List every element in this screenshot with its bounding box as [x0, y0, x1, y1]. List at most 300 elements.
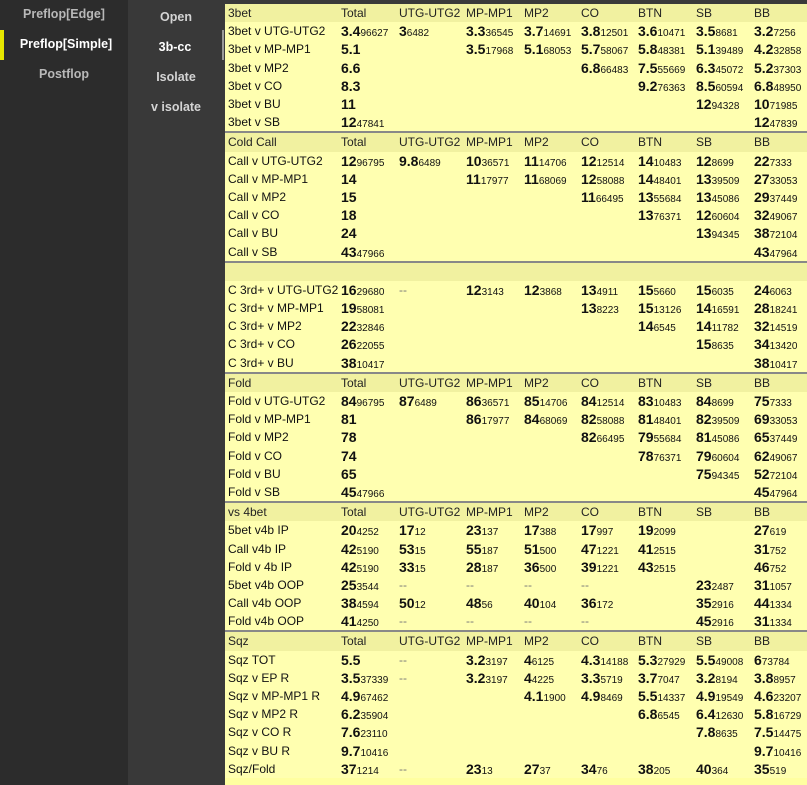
stat-value: --: [399, 761, 407, 776]
table-row[interactable]: [225, 521, 807, 539]
column-header: MP2: [521, 373, 578, 392]
stats-table-panel[interactable]: [225, 4, 807, 785]
stat-cell: [635, 206, 693, 224]
table-row[interactable]: [225, 612, 807, 631]
stat-value: 52: [754, 465, 770, 482]
table-row[interactable]: [225, 206, 807, 224]
sample-size: 13420: [769, 341, 798, 353]
table-row[interactable]: [225, 410, 807, 428]
stat-value: 4.9: [696, 688, 716, 705]
sample-size: 17968: [485, 46, 514, 58]
stat-value: 50: [399, 595, 415, 612]
stat-cell: [751, 224, 807, 242]
table-row[interactable]: [225, 22, 807, 40]
stat-value: 20: [341, 522, 357, 539]
stat-value: 45: [754, 483, 770, 500]
sample-size: 619: [769, 527, 787, 539]
stat-value: 6.3: [696, 59, 716, 76]
stat-value: 12: [581, 152, 597, 169]
column-header: Total: [338, 132, 396, 151]
stat-value: 11: [524, 170, 539, 187]
sample-size: 2099: [653, 527, 676, 539]
stat-value: 5.8: [754, 706, 774, 723]
stat-cell: [521, 95, 578, 113]
stat-cell: [338, 410, 396, 428]
table-row[interactable]: [225, 224, 807, 242]
row-label: 3bet v SB: [225, 113, 338, 132]
stat-value: 12: [341, 152, 357, 169]
table-row[interactable]: [225, 188, 807, 206]
stat-value: 4.6: [754, 688, 774, 705]
stat-value: 25: [341, 576, 357, 593]
stat-cell: [396, 558, 463, 576]
stat-value: 14: [696, 300, 712, 317]
stat-cell: [693, 760, 751, 778]
sample-size: 60604: [711, 212, 740, 224]
stat-cell: [338, 760, 396, 778]
sample-size: 55684: [653, 193, 682, 205]
column-header: UTG-UTG2: [396, 631, 463, 650]
row-label: Call v SB: [225, 242, 338, 261]
stat-cell: [463, 281, 521, 299]
stat-value: 13: [696, 225, 712, 242]
sample-size: 6545: [653, 323, 676, 335]
stat-value: 7.5: [638, 59, 658, 76]
sample-size: 72104: [769, 470, 798, 482]
section-title: 3bet: [225, 4, 338, 22]
stat-cell: [463, 465, 521, 483]
table-row[interactable]: [225, 539, 807, 557]
stat-value: 3.7: [638, 669, 658, 686]
table-row[interactable]: [225, 59, 807, 77]
stat-cell: [693, 594, 751, 612]
table-row[interactable]: [225, 558, 807, 576]
stat-cell: [635, 558, 693, 576]
stat-value: 84: [581, 393, 597, 410]
table-row[interactable]: [225, 447, 807, 465]
sample-size: 14706: [538, 157, 567, 169]
stat-cell: [751, 410, 807, 428]
nav-item-preflop-simple[interactable]: Preflop[Simple]: [0, 30, 128, 60]
table-row[interactable]: [225, 170, 807, 188]
sample-size: 37449: [769, 434, 798, 446]
stat-cell: [751, 669, 807, 687]
stat-cell: [693, 521, 751, 539]
stat-value: 13: [638, 188, 654, 205]
row-label: Sqz v MP-MP1 R: [225, 687, 338, 705]
stat-cell: [751, 317, 807, 335]
sample-size: 2487: [711, 581, 734, 593]
sample-size: 58088: [596, 175, 625, 187]
stat-cell: [521, 742, 578, 760]
stat-cell: [396, 281, 463, 299]
stat-cell: [521, 281, 578, 299]
stat-cell: [463, 40, 521, 58]
table-row[interactable]: [225, 576, 807, 594]
sample-size: 58088: [596, 416, 625, 428]
stat-cell: [396, 723, 463, 741]
stat-value: 3.6: [638, 23, 658, 40]
table-row[interactable]: [225, 354, 807, 373]
stat-value: 62: [754, 447, 770, 464]
row-label: Call v MP-MP1: [225, 170, 338, 188]
sample-size: 8194: [715, 674, 738, 686]
stat-cell: [693, 354, 751, 373]
row-label: Fold v 4b IP: [225, 558, 338, 576]
stat-cell: [693, 428, 751, 446]
stat-value: 87: [399, 393, 415, 410]
stat-cell: [751, 576, 807, 594]
stat-value: 17: [581, 522, 597, 539]
stat-cell: [635, 77, 693, 95]
stat-cell: [635, 742, 693, 760]
stat-value: 9.8: [399, 152, 419, 169]
stat-cell: [463, 242, 521, 261]
stat-value: 4.9: [341, 688, 361, 705]
stat-cell: [521, 77, 578, 95]
sample-size: 10483: [653, 157, 682, 169]
row-label: Sqz TOT: [225, 651, 338, 669]
sample-size: 68069: [538, 175, 567, 187]
stat-cell: [521, 521, 578, 539]
stat-value: 32: [754, 318, 770, 335]
stat-cell: [396, 447, 463, 465]
sample-size: 55684: [653, 434, 682, 446]
stat-value: 15: [638, 281, 654, 298]
stat-cell: [693, 410, 751, 428]
table-row[interactable]: [225, 152, 807, 170]
table-row[interactable]: [225, 317, 807, 335]
sample-size: 14519: [769, 323, 798, 335]
stat-value: 43: [638, 558, 654, 575]
stat-cell: [463, 705, 521, 723]
sample-size: 8469: [600, 693, 623, 705]
stat-value: 40: [696, 760, 712, 777]
stat-cell: [751, 483, 807, 502]
stat-cell: [521, 612, 578, 631]
column-header: CO: [578, 132, 635, 151]
stat-value: --: [399, 282, 407, 297]
stat-cell: [463, 152, 521, 170]
table-row[interactable]: [225, 742, 807, 760]
stat-cell: [338, 723, 396, 741]
sample-size: 76371: [653, 452, 682, 464]
table-row[interactable]: [225, 669, 807, 687]
stat-cell: [396, 242, 463, 261]
stat-cell: [396, 113, 463, 132]
section-header: [225, 4, 807, 22]
column-header: Total: [338, 4, 396, 22]
stat-value: 79: [638, 429, 654, 446]
stat-value: 3.2: [754, 23, 774, 40]
table-row[interactable]: [225, 40, 807, 58]
stat-cell: [635, 428, 693, 446]
stat-cell: [693, 95, 751, 113]
stat-value: 7.8: [696, 724, 716, 741]
stat-value: 3.2: [696, 669, 716, 686]
stat-value: 47: [581, 540, 597, 557]
stat-cell: [578, 465, 635, 483]
stat-cell: [463, 392, 521, 410]
stat-cell: [396, 299, 463, 317]
row-label: Fold v BU: [225, 465, 338, 483]
stat-cell: [578, 224, 635, 242]
section-header: [225, 502, 807, 521]
stat-cell: [578, 742, 635, 760]
subnav-item-v-isolate[interactable]: v isolate: [150, 100, 202, 114]
sample-size: 22055: [356, 341, 385, 353]
stat-value: 33: [399, 558, 415, 575]
sample-size: 14475: [773, 729, 802, 741]
stat-value: 5.1: [524, 41, 544, 58]
sample-size: 7333: [769, 157, 792, 169]
stat-cell: [635, 723, 693, 741]
sample-size: 37339: [360, 674, 389, 686]
stat-cell: [751, 59, 807, 77]
sample-size: 10416: [360, 747, 389, 759]
column-header: MP-MP1: [463, 132, 521, 151]
stat-value: 10: [754, 96, 770, 113]
table-row[interactable]: [225, 723, 807, 741]
stat-cell: [338, 95, 396, 113]
stat-cell: [693, 281, 751, 299]
stat-cell: [396, 687, 463, 705]
column-header: SB: [693, 631, 751, 650]
column-header: BTN: [635, 631, 693, 650]
sample-size: 94345: [711, 470, 740, 482]
sample-size: 23110: [360, 729, 388, 741]
subnav-item-isolate[interactable]: Isolate: [156, 70, 196, 84]
table-row[interactable]: [225, 760, 807, 778]
sample-size: 96627: [360, 28, 389, 40]
stat-cell: [521, 669, 578, 687]
stat-cell: [578, 651, 635, 669]
stat-cell: [521, 335, 578, 353]
stat-cell: [463, 335, 521, 353]
subnav-item-3b-cc[interactable]: 3b-cc: [128, 30, 224, 60]
sample-size: 137: [481, 527, 499, 539]
stat-value: 3.8: [581, 23, 601, 40]
stat-value: 16: [341, 281, 357, 298]
sample-size: 1057: [769, 581, 792, 593]
table-row[interactable]: [225, 335, 807, 353]
stat-value: 31: [754, 576, 770, 593]
section-title: Fold: [225, 373, 338, 392]
stat-value: 14: [638, 170, 654, 187]
stat-cell: [635, 465, 693, 483]
stat-cell: [635, 760, 693, 778]
sample-size: 37303: [773, 64, 802, 76]
stat-cell: [521, 354, 578, 373]
stat-cell: [635, 299, 693, 317]
column-header: CO: [578, 4, 635, 22]
column-header: SB: [693, 502, 751, 521]
column-header: [463, 262, 521, 281]
stat-cell: [693, 242, 751, 261]
column-header: CO: [578, 631, 635, 650]
sample-size: 49008: [715, 656, 744, 668]
stat-cell: [463, 354, 521, 373]
stat-value: 6.8: [754, 77, 774, 94]
stat-cell: [635, 687, 693, 705]
sample-size: 11782: [711, 323, 739, 335]
stat-value: 38: [341, 354, 357, 371]
stat-cell: [396, 521, 463, 539]
stat-cell: [338, 576, 396, 594]
table-row[interactable]: [225, 428, 807, 446]
stat-cell: [521, 558, 578, 576]
sample-size: 72104: [769, 230, 798, 242]
stat-value: 55: [466, 540, 482, 557]
stat-cell: [693, 539, 751, 557]
sample-size: 8957: [773, 674, 796, 686]
sample-size: 10483: [653, 398, 682, 410]
stat-value: 40: [524, 595, 540, 612]
stat-value: 17: [524, 522, 540, 539]
stat-cell: [693, 40, 751, 58]
sample-size: 37449: [769, 193, 798, 205]
table-row[interactable]: [225, 242, 807, 261]
stat-value: 41: [341, 613, 357, 630]
stat-value: 7.6: [341, 724, 361, 741]
stat-cell: [463, 299, 521, 317]
row-label: C 3rd+ v UTG-UTG2: [225, 281, 338, 299]
stat-value: 46: [754, 558, 770, 575]
sample-size: 68053: [543, 46, 572, 58]
table-row[interactable]: [225, 465, 807, 483]
stat-cell: [578, 760, 635, 778]
row-label: Fold v CO: [225, 447, 338, 465]
stat-cell: [521, 687, 578, 705]
stat-cell: [635, 576, 693, 594]
column-header: MP-MP1: [463, 631, 521, 650]
stat-cell: [463, 188, 521, 206]
stat-value: 8.3: [341, 77, 361, 94]
stat-cell: [396, 40, 463, 58]
sample-size: 364: [711, 765, 729, 777]
stat-value: 3.5: [696, 23, 716, 40]
table-row[interactable]: [225, 651, 807, 669]
stat-cell: [751, 428, 807, 446]
table-row[interactable]: [225, 95, 807, 113]
column-header: Total: [338, 373, 396, 392]
table-row[interactable]: [225, 483, 807, 502]
sample-size: 5190: [356, 563, 379, 575]
stat-value: 4: [524, 651, 532, 668]
stat-value: 9.7: [341, 742, 361, 759]
stat-value: 13: [581, 281, 597, 298]
sample-size: 23207: [773, 693, 802, 705]
table-row[interactable]: [225, 281, 807, 299]
stat-cell: [751, 465, 807, 483]
stat-cell: [521, 723, 578, 741]
stat-value: 3.3: [581, 669, 601, 686]
stat-cell: [693, 651, 751, 669]
sample-size: 76363: [657, 82, 686, 94]
sample-size: 104: [539, 600, 557, 612]
stat-cell: [635, 224, 693, 242]
table-row[interactable]: [225, 299, 807, 317]
stat-cell: [338, 392, 396, 410]
stat-value: 6.4: [696, 706, 716, 723]
sub-nav: [128, 0, 224, 785]
stat-value: 28: [466, 558, 482, 575]
stat-cell: [635, 22, 693, 40]
column-header: [693, 262, 751, 281]
column-header: BTN: [635, 4, 693, 22]
stat-cell: [693, 152, 751, 170]
stat-cell: [751, 40, 807, 58]
stat-cell: [338, 594, 396, 612]
sample-size: 14706: [539, 398, 568, 410]
stat-cell: [751, 335, 807, 353]
column-header: [751, 262, 807, 281]
stat-value: 3.7: [524, 23, 544, 40]
table-row[interactable]: [225, 705, 807, 723]
sample-size: 6489: [418, 157, 441, 169]
stat-cell: [578, 317, 635, 335]
sample-size: 47966: [356, 488, 385, 500]
table-row[interactable]: [225, 687, 807, 705]
stat-value: 19: [341, 300, 357, 317]
row-label: Call v CO: [225, 206, 338, 224]
sample-size: 66483: [600, 64, 629, 76]
stat-value: 5.5: [638, 688, 658, 705]
stat-cell: [693, 723, 751, 741]
row-label: Fold v MP2: [225, 428, 338, 446]
stat-cell: [338, 742, 396, 760]
table-row[interactable]: [225, 594, 807, 612]
table-row[interactable]: [225, 113, 807, 132]
stat-cell: [338, 242, 396, 261]
column-header: BTN: [635, 502, 693, 521]
stat-cell: [751, 447, 807, 465]
stat-value: 79: [696, 447, 712, 464]
stat-cell: [751, 760, 807, 778]
stat-cell: [578, 281, 635, 299]
stat-value: 13: [638, 207, 654, 224]
sample-size: 48950: [773, 82, 802, 94]
stat-cell: [693, 299, 751, 317]
stat-cell: [521, 594, 578, 612]
subnav-item-open[interactable]: Open: [160, 10, 192, 24]
stat-cell: [338, 539, 396, 557]
stat-cell: [578, 299, 635, 317]
nav-item-preflop-edge[interactable]: Preflop[Edge]: [23, 7, 105, 21]
table-row[interactable]: [225, 77, 807, 95]
stat-value: 7.5: [754, 724, 774, 741]
stat-value: 31: [754, 540, 770, 557]
stat-cell: [521, 242, 578, 261]
stat-value: 35: [696, 595, 712, 612]
table-row[interactable]: [225, 392, 807, 410]
stat-value: 22: [754, 152, 770, 169]
nav-item-postflop[interactable]: Postflop: [39, 67, 89, 81]
sample-size: 12514: [596, 157, 625, 169]
section-title: vs 4bet: [225, 502, 338, 521]
stat-cell: [463, 742, 521, 760]
stat-cell: [463, 113, 521, 132]
stat-value: 12: [466, 281, 482, 298]
stat-cell: [751, 539, 807, 557]
sample-size: 67462: [360, 693, 389, 705]
stat-value: --: [466, 577, 474, 592]
stat-cell: [751, 521, 807, 539]
stat-cell: [338, 281, 396, 299]
stat-cell: [578, 687, 635, 705]
stat-value: 38: [341, 595, 357, 612]
stat-cell: [463, 558, 521, 576]
